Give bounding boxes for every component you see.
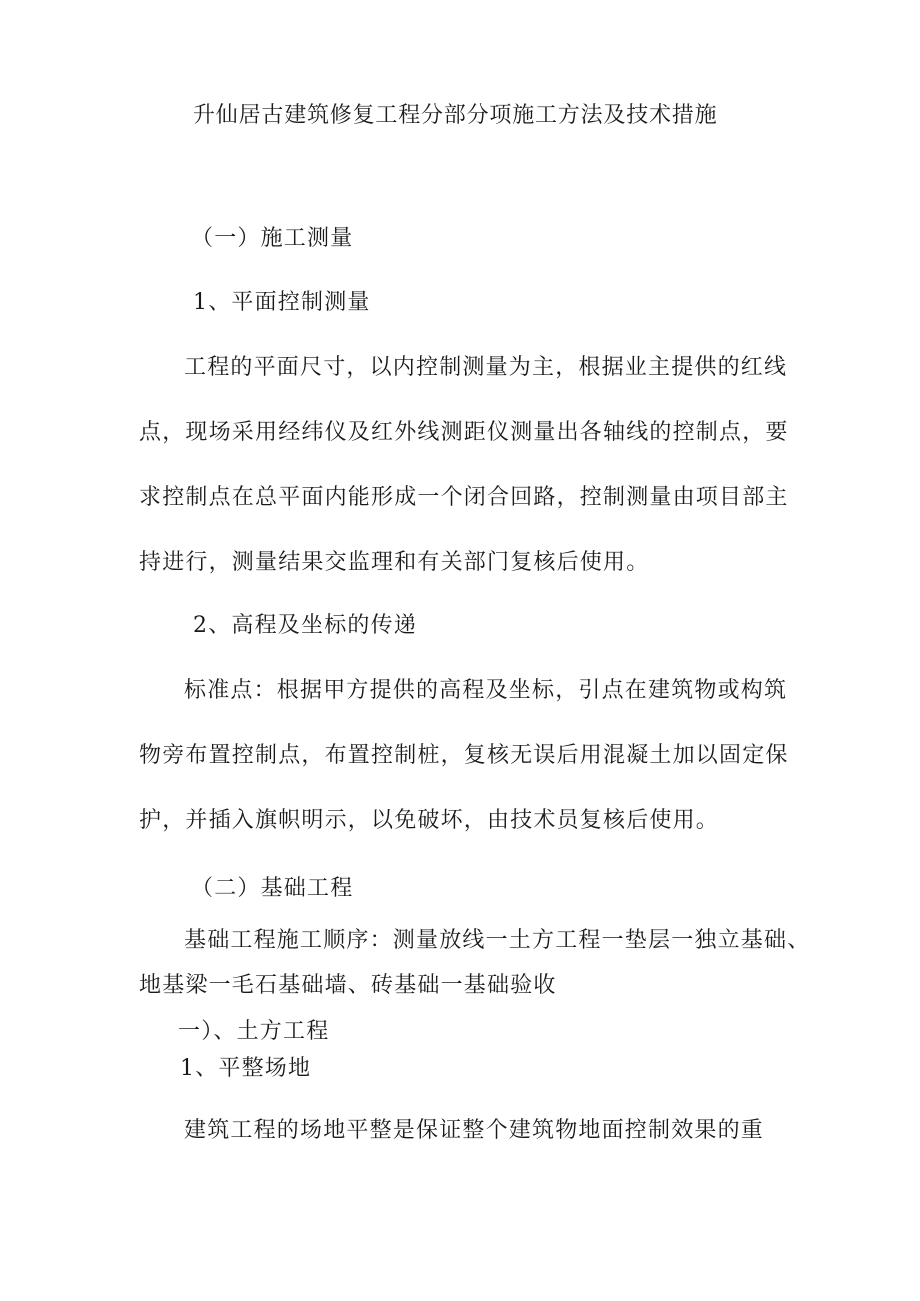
- paragraph-line: 基础工程施工顺序：测量放线一土方工程一垫层一独立基础、: [184, 928, 811, 953]
- section-heading-foundation: （二）基础工程: [191, 876, 354, 901]
- paragraph-line: 物旁布置控制点，布置控制桩，复核无误后用混凝土加以固定保: [139, 743, 789, 768]
- subsection-heading-earthwork: 一）、土方工程: [178, 1019, 330, 1044]
- section-heading-survey: （一）施工测量: [191, 226, 354, 251]
- paragraph-line: 地基梁一毛石基础墙、砖基础一基础验收: [139, 973, 557, 998]
- paragraph-line: 点，现场采用经纬仪及红外线测距仪测量出各轴线的控制点，要: [139, 420, 789, 445]
- paragraph-line: 标准点：根据甲方提供的高程及坐标，引点在建筑物或构筑: [184, 678, 788, 703]
- document-title: 升仙居古建筑修复工程分部分项施工方法及技术措施: [193, 103, 718, 128]
- subsection-heading-plane-control: 1、平面控制测量: [193, 290, 371, 315]
- subsection-heading-elevation: 2、高程及坐标的传递: [193, 613, 417, 638]
- item-heading-site-leveling: 1、平整场地: [180, 1056, 312, 1081]
- paragraph-line: 持进行，测量结果交监理和有关部门复核后使用。: [139, 550, 650, 575]
- paragraph-line: 建筑工程的场地平整是保证整个建筑物地面控制效果的重: [184, 1118, 765, 1143]
- paragraph-line: 工程的平面尺寸，以内控制测量为主，根据业主提供的红线: [184, 355, 788, 380]
- paragraph-line: 护，并插入旗帜明示，以免破坏，由技术员复核后使用。: [139, 808, 720, 833]
- paragraph-line: 求控制点在总平面内能形成一个闭合回路，控制测量由项目部主: [139, 485, 789, 510]
